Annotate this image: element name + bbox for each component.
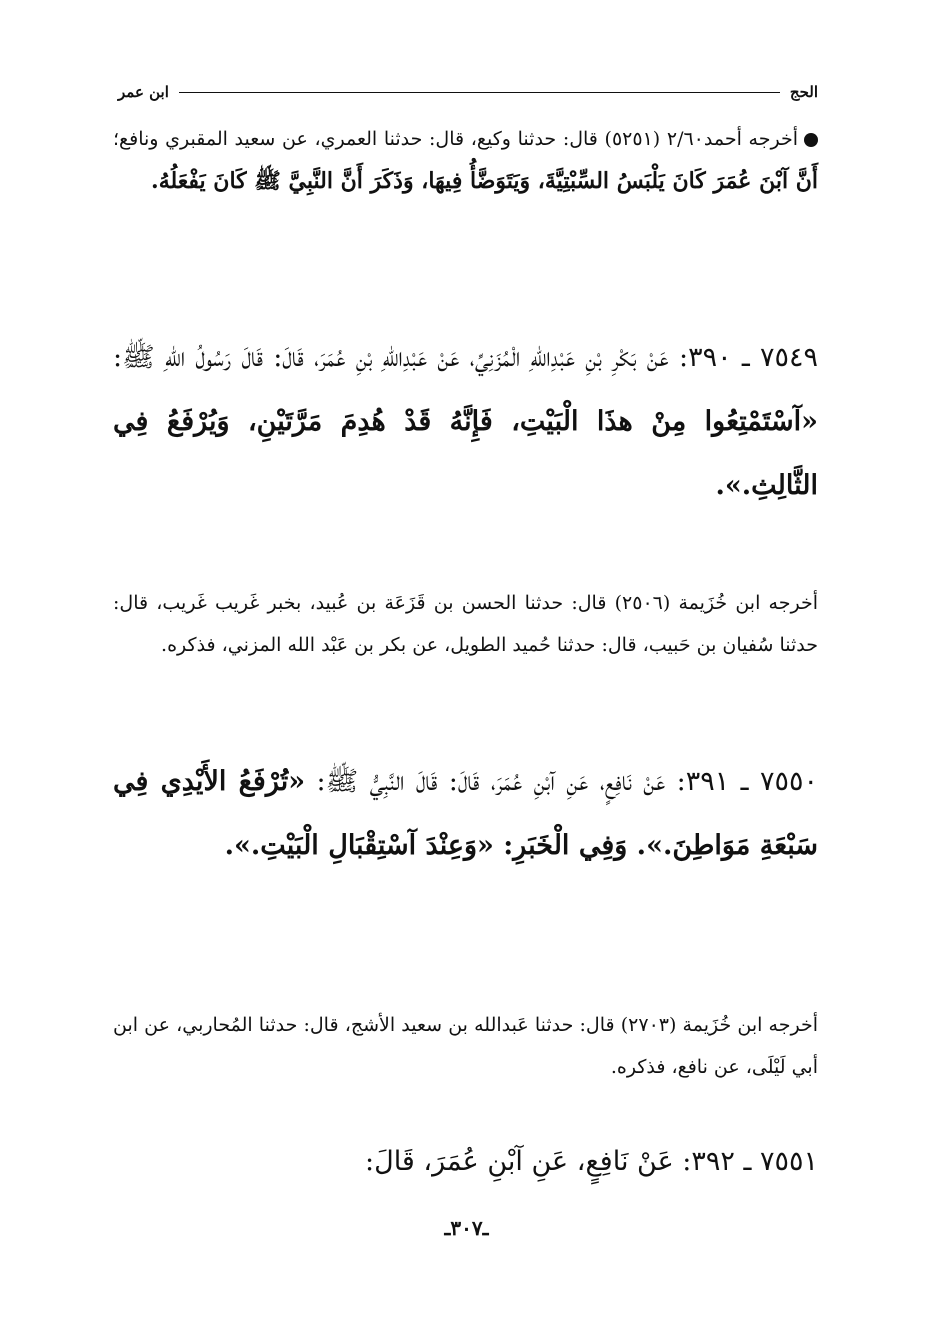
hadith-7549-intro: ٧٥٤٩ ـ ٣٩٠: عَنْ بَكْرِ بْنِ عَبْدِاللّهِ الْمُزَنِيِّ، عَنْ عَبْدِاللّهِ بْنِ عُمَرَ، قَالَ: قَالَ رَسُولُ اللّهِ ﷺ:	[113, 342, 818, 373]
hadith-7549-matn: «آسْتَمْتِعُوا مِنْ هذَا الْبَيْتِ، فَإِنَّهُ قَدْ هُدِمَ مَرَّتَيْنِ، وَيُرْفَعُ فِي الثَّالِثِ.».	[113, 406, 818, 501]
header-chapter-title: الحج	[789, 83, 818, 101]
note-7549-text: أخرجه ابن خُزَيمة (٢٥٠٦) قال: حدثنا الحسن بن قَزَعَة بن عُبيد، بخبر غَريب غَريب، قال: حدثنا سُفيان بن حَبيب، قال: حدثنا حُميد الطويل، عن بكر بن عَبْد الله المزني، فذكره.	[113, 592, 818, 656]
hadith-7550	[113, 750, 818, 878]
hadith-7551-intro: ٧٥٥١ ـ ٣٩٢: عَنْ نَافِعٍ، عَنِ آبْنِ عُمَرَ، قَالَ:	[364, 1146, 818, 1177]
hadith-7549	[113, 326, 818, 518]
note-7550	[113, 1004, 818, 1088]
running-header	[118, 78, 818, 106]
top-note-text: أَنَّ آبْنَ عُمَرَ كَانَ يَلْبَسُ السِّبْتِيَّةَ، وَيَتَوَضَّأُ فِيهَا، وَذَكَرَ أَنَّ النَّبِيَّ ﷺ كَانَ يَفْعَلُهُ.	[151, 168, 818, 194]
page-number: ـ٣٠٧ـ	[444, 1216, 489, 1240]
hadith-7550-matn: «تُرْفَعُ الأَيْدِي فِي سَبْعَةِ مَوَاطِنَ.». وَفِي الْخَبَرِ: «وَعِنْدَ آسْتِقْبَالِ الْبَيْتِ.».	[113, 766, 818, 861]
note-7550-text: أخرجه ابن خُزَيمة (٢٧٠٣) قال: حدثنا عَبدالله بن سعيد الأشج، قال: حدثنا المُحاربي، عن ابن أبي لَيْلَى، عن نافع، فذكره.	[113, 1014, 818, 1078]
top-note-source: أخرجه أحمد٢/٦٠ (٥٢٥١) قال: حدثنا وكيع، قال: حدثنا العمري، عن سعيد المقبري ونافع؛	[113, 128, 798, 150]
header-rule	[179, 92, 780, 93]
bullet-icon	[804, 133, 818, 147]
hadith-7551	[113, 1130, 818, 1194]
note-7549	[113, 582, 818, 666]
top-note	[113, 118, 818, 203]
header-section-title: ابن عمر	[118, 83, 169, 101]
hadith-7550-intro: ٧٥٥٠ ـ ٣٩١: عَنْ نَافِعٍ، عَنِ آبْنِ عُمَرَ، قَالَ: قَالَ النَّبِيُّ ﷺ:	[316, 766, 819, 797]
